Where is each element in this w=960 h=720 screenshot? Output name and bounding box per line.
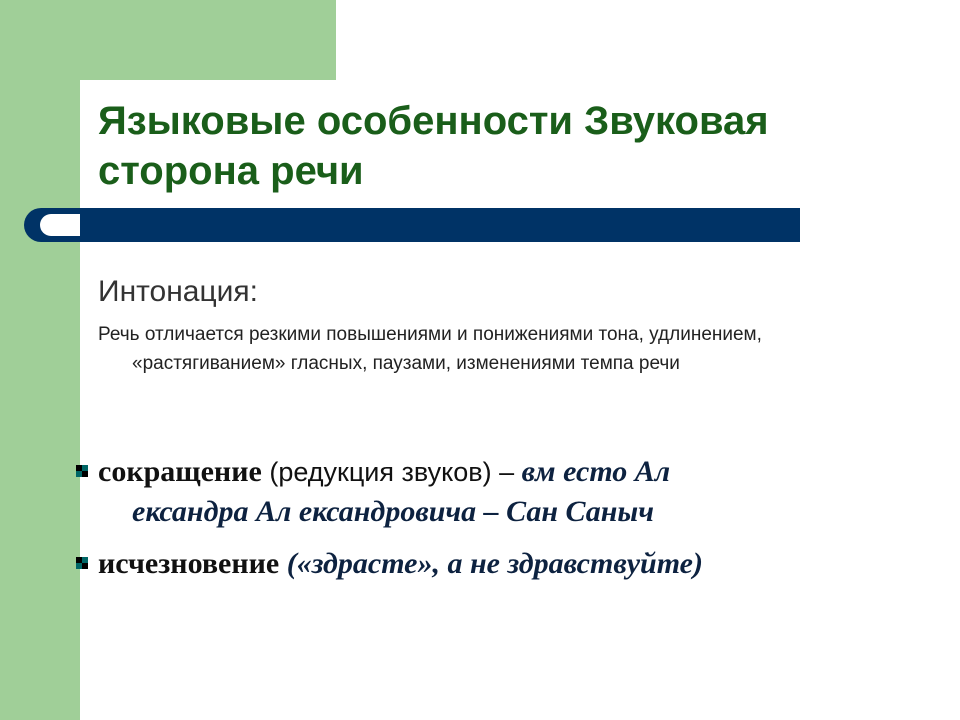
- slide-description: Речь отличается резкими повышениями и понижениями тона, удлинением, «растягиванием» гласных, паузами, изменениями темпа речи: [98, 324, 762, 374]
- bullet-item: [76, 452, 776, 532]
- bullet-paren: (редукция звуков) –: [261, 457, 522, 487]
- bullet-item: [76, 544, 836, 584]
- slide-title: Языковые особенности Звуковая сторона речи: [98, 99, 769, 193]
- bullet-paren: [279, 549, 287, 579]
- bullet-text: [76, 544, 836, 584]
- decor-top-block: [0, 0, 336, 80]
- slide-subheading: Интонация:: [98, 275, 258, 308]
- square-bullet-icon: [76, 557, 88, 569]
- divider-bar-notch: [40, 214, 80, 236]
- bullet-term: исчезновение: [98, 547, 280, 580]
- title-divider-bar: [24, 208, 800, 242]
- bullet-text: [76, 452, 776, 532]
- bullet-term: сокращение: [98, 455, 262, 488]
- bullet-example: вм есто Ал ександра Ал ександровича – Сан Саныч: [132, 455, 671, 528]
- decor-left-stripe: [0, 0, 80, 720]
- bullet-example: («здрасте», а не здравствуйте): [286, 547, 703, 580]
- square-bullet-icon: [76, 465, 88, 477]
